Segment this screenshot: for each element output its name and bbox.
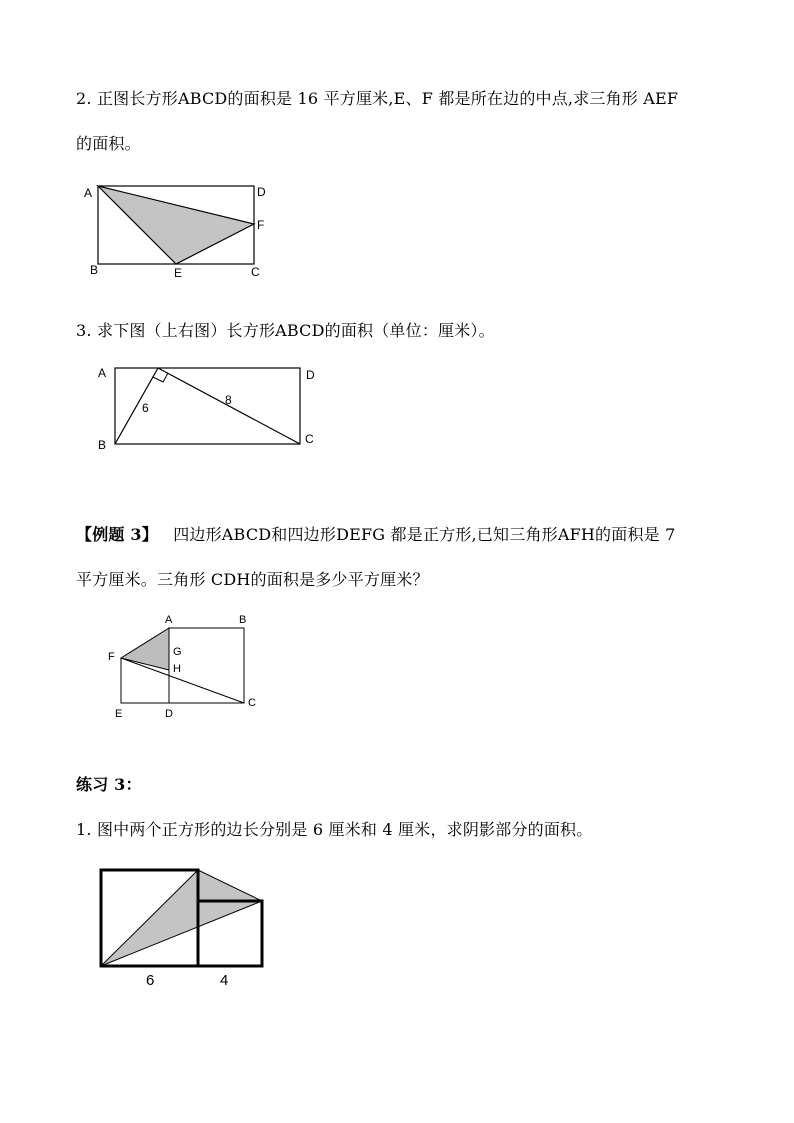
label-6: 6 — [142, 401, 149, 415]
problem3-line1: 3. 求下图（上右图）长方形ABCD的面积（单位：厘米）。 — [76, 321, 495, 340]
example-label: 【例题 3】 — [76, 525, 158, 544]
label-h: H — [173, 663, 181, 675]
problem2-figure — [80, 180, 280, 280]
label-a: A — [98, 366, 107, 380]
label-e: E — [115, 708, 123, 720]
problem3-figure — [90, 360, 330, 460]
problem2-line1: 2. 正图长方形ABCD的面积是 16 平方厘米,E、F 都是所在边的中点,求三角形 AEF — [76, 89, 679, 108]
label-d: D — [165, 708, 173, 720]
practice3-line1: 1. 图中两个正方形的边长分别是 6 厘米和 4 厘米，求阴影部分的面积。 — [76, 820, 593, 839]
triangle-aef-shaded — [98, 186, 254, 264]
label-e: E — [174, 266, 183, 280]
label-4: 4 — [220, 972, 229, 989]
problem2-line2: 的面积。 — [76, 134, 141, 153]
label-b: B — [90, 263, 99, 277]
right-angle-mark — [153, 373, 168, 382]
label-c: C — [251, 265, 260, 279]
label-d: D — [306, 368, 315, 382]
label-c: C — [305, 432, 314, 446]
label-8: 8 — [225, 393, 232, 407]
triangle-afh-shaded — [121, 628, 169, 670]
label-f: F — [108, 651, 115, 663]
example3-line1 — [76, 522, 676, 545]
label-b: B — [239, 614, 247, 626]
label-c: C — [248, 697, 256, 709]
label-d: D — [257, 185, 266, 199]
example3-text: 四边形ABCD和四边形DEFG 都是正方形,已知三角形AFH的面积是 7 — [173, 525, 676, 544]
label-b: B — [98, 438, 107, 452]
practice3-heading: 练习 3： — [76, 775, 142, 794]
practice3-figure — [70, 862, 280, 992]
label-a: A — [165, 614, 173, 626]
label-g: G — [173, 646, 182, 658]
example3-figure — [105, 612, 275, 722]
example3-line2: 平方厘米。三角形 CDH的面积是多少平方厘米？ — [76, 570, 429, 589]
segment-6 — [115, 368, 158, 444]
shaded-triangle — [101, 870, 262, 966]
label-6: 6 — [146, 972, 155, 989]
label-f: F — [257, 218, 265, 232]
segment-fc — [121, 658, 244, 703]
label-a: A — [84, 186, 93, 200]
